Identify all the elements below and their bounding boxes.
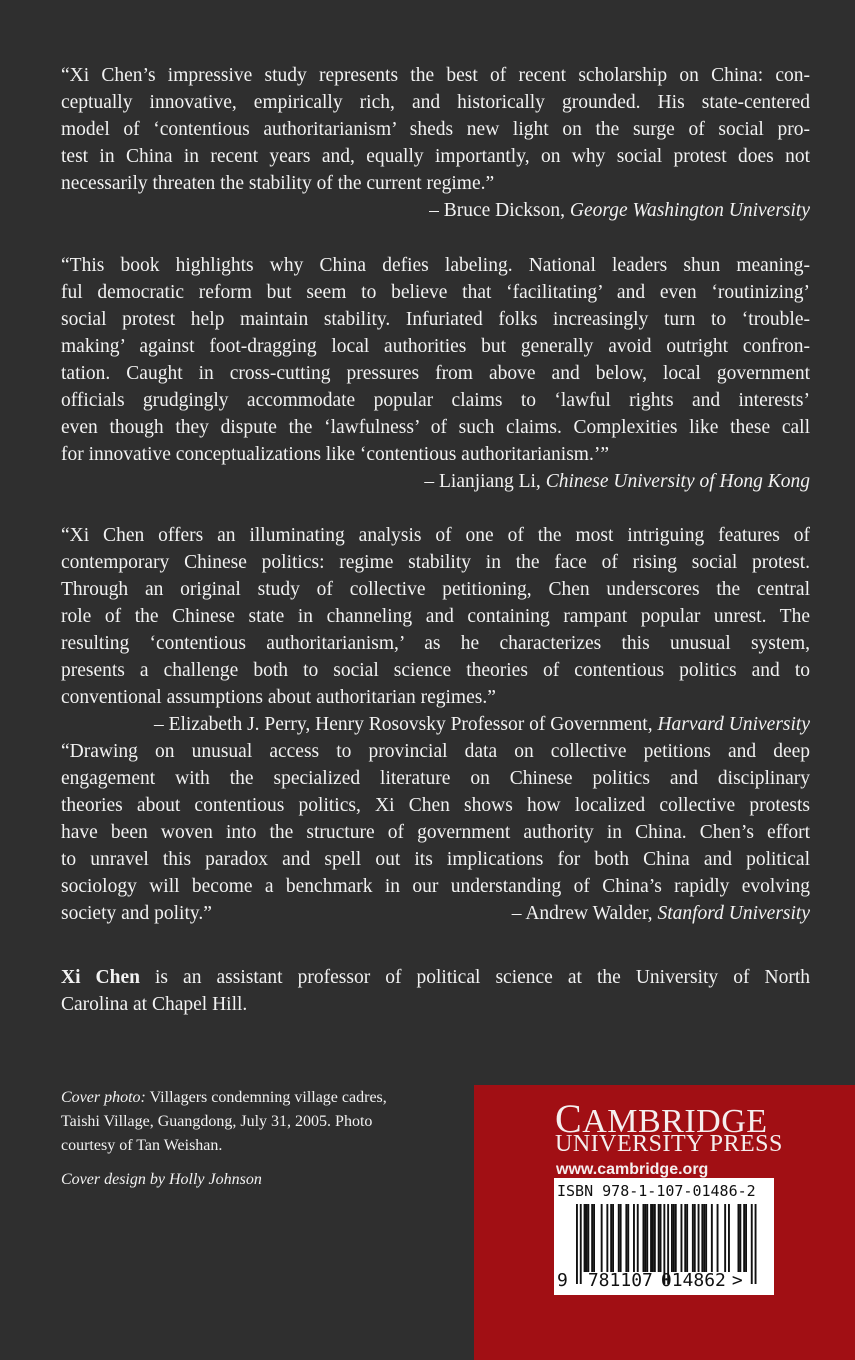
barcode-left-digits: 781107 bbox=[587, 1270, 653, 1291]
blurb-line: even though they dispute the ‘lawfulness’ of such claims. Complexities like these call bbox=[61, 417, 810, 438]
blurb-line: presents a challenge both to social science theories of contentious politics and to bbox=[61, 660, 810, 681]
blurb-walder bbox=[61, 738, 810, 927]
blurb-line: for innovative conceptualizations like ‘contentious authoritarianism.’” bbox=[61, 444, 609, 465]
photo-credit-line: courtesy of Tan Weishan. bbox=[61, 1137, 223, 1154]
barcode-number bbox=[557, 1270, 743, 1291]
barcode-bar bbox=[652, 1204, 654, 1272]
logo-rest: AMBRIDGE bbox=[582, 1103, 768, 1140]
blurb-perry bbox=[61, 522, 810, 738]
barcode-bar bbox=[625, 1204, 627, 1272]
bio-text: is an assistant professor of political science at the University of North bbox=[139, 967, 810, 988]
barcode-bar bbox=[745, 1204, 747, 1272]
blurb-line: making’ against foot-dragging local authorities but generally avoid outright confron- bbox=[61, 336, 810, 357]
barcode-bar bbox=[755, 1204, 757, 1284]
attribution-author: – Elizabeth J. Perry, Henry Rosovsky Professor of Government, bbox=[153, 714, 658, 735]
blurb-line: test in China in recent years and, equally importantly, on why social protest does not bbox=[61, 146, 810, 167]
barcode-bar bbox=[610, 1204, 612, 1272]
blurb-line: resulting ‘contentious authoritarianism,’ as he characterizes this unusual system, bbox=[61, 633, 810, 654]
barcode-bar bbox=[684, 1204, 686, 1272]
barcode-bar bbox=[686, 1204, 688, 1272]
barcode-bar bbox=[711, 1204, 713, 1272]
barcode-bar bbox=[698, 1204, 700, 1272]
author-bio bbox=[61, 964, 810, 1018]
attribution-affiliation: Chinese University of Hong Kong bbox=[545, 471, 810, 492]
blurb-li bbox=[61, 252, 810, 495]
blurb-line: Through an original study of collective petitioning, Chen underscores the central bbox=[61, 579, 810, 600]
blurb-line: ful democratic reform but seem to believe that ‘facilitating’ and even ‘routinizing’ bbox=[61, 282, 810, 303]
publisher-logo-subtitle: UNIVERSITY PRESS bbox=[555, 1131, 783, 1157]
blurb-attribution bbox=[61, 468, 810, 495]
barcode-bar bbox=[650, 1204, 652, 1272]
barcode-bar bbox=[612, 1204, 614, 1272]
barcode-bar bbox=[692, 1204, 694, 1272]
barcode-bar bbox=[724, 1204, 726, 1272]
publisher-website: www.cambridge.org bbox=[556, 1161, 709, 1178]
blurb-line: model of ‘contentious authoritarianism’ sheds new light on the surge of social pro- bbox=[61, 119, 810, 140]
photo-credit-text: Villagers condemning village cadres, bbox=[145, 1089, 387, 1106]
photo-credit-line: Taishi Village, Guangdong, July 31, 2005. Photo bbox=[61, 1113, 373, 1130]
attribution-affiliation: George Washington University bbox=[569, 200, 810, 221]
barcode-bar bbox=[637, 1204, 639, 1272]
barcode-bar bbox=[643, 1204, 645, 1272]
blurb-line: engagement with the specialized literature on Chinese politics and disciplinary bbox=[61, 768, 810, 789]
blurb-line: society and polity.” bbox=[61, 903, 212, 924]
barcode-arrow: > bbox=[731, 1270, 743, 1291]
blurb-line: officials grudgingly accommodate popular claims to ‘lawful rights and interests’ bbox=[61, 390, 810, 411]
barcode-bar bbox=[671, 1204, 673, 1272]
photo-credit-label: Cover photo: bbox=[61, 1089, 146, 1106]
barcode-bar bbox=[675, 1204, 677, 1272]
blurb-line: “Xi Chen offers an illuminating analysis of one of the most intriguing features of bbox=[61, 525, 810, 546]
barcode-first-digit: 9 bbox=[557, 1270, 568, 1291]
barcode-bar bbox=[728, 1204, 730, 1272]
blurb-line: tation. Caught in cross-cutting pressures from above and below, local government bbox=[61, 363, 810, 384]
barcode-bar bbox=[593, 1204, 595, 1272]
barcode-bar bbox=[694, 1204, 696, 1272]
blurb-line: “Xi Chen’s impressive study represents the best of recent scholarship on China: con- bbox=[61, 65, 810, 86]
blurb-dickson bbox=[61, 62, 810, 224]
blurb-line: contemporary Chinese politics: regime stability in the face of rising social protest. bbox=[61, 552, 810, 573]
blurb-line: role of the Chinese state in channeling and containing rampant popular unrest. The bbox=[61, 606, 810, 627]
barcode-right-digits: 014862 bbox=[660, 1270, 726, 1291]
barcode-bar bbox=[743, 1204, 745, 1272]
attribution-author: – Andrew Walder, bbox=[511, 903, 658, 924]
blurb-last-row bbox=[61, 900, 810, 927]
barcode-bar bbox=[633, 1204, 635, 1272]
blurb-attribution bbox=[61, 197, 810, 224]
blurb-line: to unravel this paradox and spell out its implications for both China and political bbox=[61, 849, 810, 870]
design-credit: Cover design by Holly Johnson bbox=[61, 1171, 262, 1188]
barcode-bar bbox=[627, 1204, 629, 1272]
barcode-bar bbox=[586, 1204, 588, 1272]
attribution-affiliation: Harvard University bbox=[657, 714, 810, 735]
attribution-affiliation: Stanford University bbox=[657, 903, 810, 924]
attribution-author: – Bruce Dickson, bbox=[429, 200, 570, 221]
bio-line: Carolina at Chapel Hill. bbox=[61, 994, 248, 1015]
barcode-bar bbox=[673, 1204, 675, 1272]
barcode-bar bbox=[606, 1204, 608, 1272]
barcode-bar bbox=[646, 1204, 648, 1272]
barcode-bar bbox=[591, 1204, 593, 1272]
blurb-line: theories about contentious politics, Xi Chen shows how localized collective protests bbox=[61, 795, 810, 816]
blurb-line: necessarily threaten the stability of the current regime.” bbox=[61, 173, 495, 194]
blurb-line: have been woven into the structure of government authority in China. Chen’s effort bbox=[61, 822, 810, 843]
barcode-bar bbox=[660, 1204, 662, 1272]
blurb-attribution bbox=[512, 900, 810, 927]
barcode-bar bbox=[601, 1204, 603, 1272]
publisher-panel bbox=[474, 1085, 855, 1360]
barcode-bar bbox=[587, 1204, 589, 1272]
barcode-bar bbox=[703, 1204, 705, 1272]
barcode-bar bbox=[654, 1204, 656, 1272]
barcode-bar bbox=[705, 1204, 707, 1272]
blurb-line: conventional assumptions about authoritarian regimes.” bbox=[61, 687, 496, 708]
barcode-bar bbox=[620, 1204, 622, 1272]
barcode-bar bbox=[738, 1204, 740, 1272]
bio-name: Xi Chen bbox=[61, 967, 140, 988]
barcode-bar bbox=[584, 1204, 586, 1272]
barcode-bar bbox=[644, 1204, 646, 1272]
blurb-line: “This book highlights why China defies labeling. National leaders shun meaning- bbox=[61, 255, 810, 276]
blurb-attribution bbox=[61, 711, 810, 738]
attribution-author: – Lianjiang Li, bbox=[424, 471, 546, 492]
barcode-bar bbox=[618, 1204, 620, 1272]
blurb-line: social protest help maintain stability. Infuriated folks increasingly turn to ‘trouble- bbox=[61, 309, 810, 330]
blurb-line: sociology will become a benchmark in our understanding of China’s rapidly evolving bbox=[61, 876, 810, 897]
barcode-bar bbox=[701, 1204, 703, 1272]
blurb-line: “Drawing on unusual access to provincial data on collective petitions and deep bbox=[61, 741, 810, 762]
barcode-bar bbox=[751, 1204, 753, 1284]
logo-initial: C bbox=[555, 1096, 583, 1141]
isbn-barcode bbox=[554, 1178, 774, 1295]
barcode-bar bbox=[681, 1204, 683, 1272]
blurb-line: ceptually innovative, empirically rich, and historically grounded. His state-centered bbox=[61, 92, 810, 113]
barcode-bar bbox=[739, 1204, 741, 1272]
cover-credits bbox=[61, 1086, 387, 1192]
barcode-bar bbox=[658, 1204, 660, 1272]
barcode-bar bbox=[717, 1204, 719, 1272]
photo-credit-line bbox=[61, 1086, 387, 1110]
bio-line bbox=[61, 964, 810, 991]
isbn-text: ISBN 978-1-107-01486-2 bbox=[557, 1182, 756, 1200]
